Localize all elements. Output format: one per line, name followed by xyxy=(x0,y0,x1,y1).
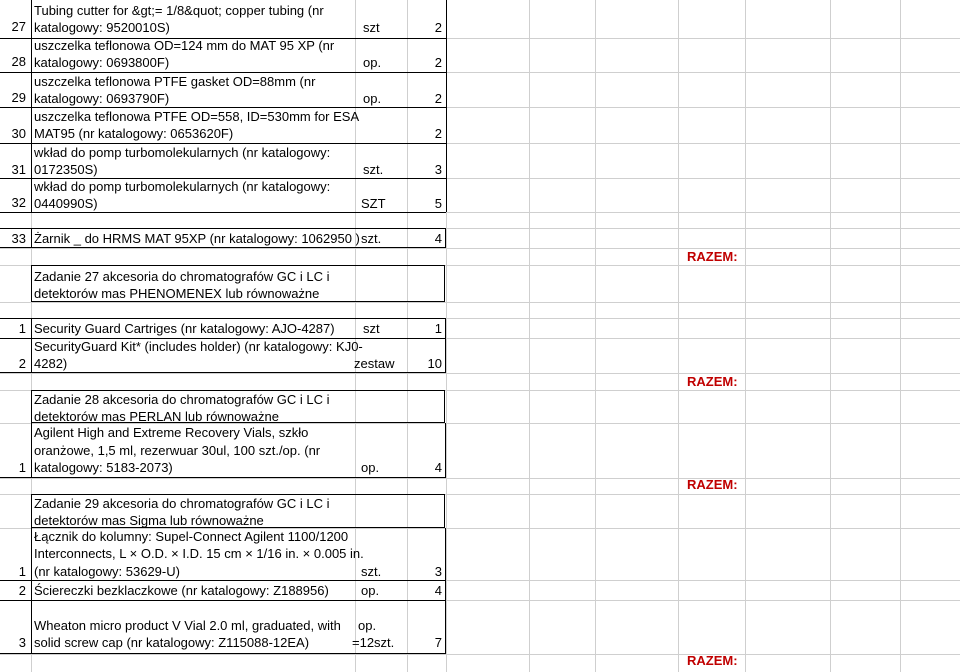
border xyxy=(0,143,446,144)
razem-label: RAZEM: xyxy=(687,249,738,264)
row-number: 2 xyxy=(18,356,26,371)
grid-line xyxy=(529,0,530,672)
border xyxy=(31,423,32,478)
grid-line xyxy=(0,248,960,249)
row-number: 3 xyxy=(18,635,26,650)
item-unit: op. xyxy=(361,460,380,475)
item-unit: SZT xyxy=(361,196,386,211)
grid-line xyxy=(0,302,960,303)
border xyxy=(0,107,446,108)
grid-line xyxy=(745,0,746,672)
razem-label: RAZEM: xyxy=(687,477,738,492)
item-unit: szt xyxy=(363,321,380,336)
item-name: Ściereczki bezklaczkowe (nr katalogowy: Z188956) xyxy=(34,583,329,598)
item-name: Wheaton micro product V Vial 2.0 ml, graduated, with xyxy=(34,618,341,633)
row-number: 31 xyxy=(11,162,26,177)
row-number: 1 xyxy=(18,460,26,475)
section-title: detektorów mas PHENOMENEX lub równoważne xyxy=(34,286,320,301)
item-qty: 3 xyxy=(434,162,442,177)
item-unit: szt. xyxy=(361,564,382,579)
item-name: Security Guard Cartriges (nr katalogowy: AJO-4287) xyxy=(34,321,335,336)
grid-line xyxy=(678,0,679,672)
row-number: 32 xyxy=(11,195,26,210)
item-name: 0440990S) xyxy=(34,196,98,211)
item-qty: 4 xyxy=(434,231,442,246)
item-qty: 4 xyxy=(434,583,442,598)
item-qty: 2 xyxy=(434,126,442,141)
item-qty: 2 xyxy=(434,55,442,70)
item-name: Agilent High and Extreme Recovery Vials, szkło xyxy=(34,425,309,440)
item-unit: op. xyxy=(358,618,377,633)
item-qty: 10 xyxy=(427,356,442,371)
row-number: 1 xyxy=(18,321,26,336)
item-unit: szt xyxy=(363,20,380,35)
item-name: uszczelka teflonowa PTFE gasket OD=88mm (nr xyxy=(34,74,316,89)
section-title: Zadanie 27 akcesoria do chromatografów GC i LC i xyxy=(34,269,330,284)
section-header-29 xyxy=(31,494,445,528)
border xyxy=(0,72,446,73)
border xyxy=(31,228,32,248)
item-name: MAT95 (nr katalogowy: 0653620F) xyxy=(34,126,234,141)
border xyxy=(31,528,32,654)
section-title: Zadanie 28 akcesoria do chromatografów GC i LC i xyxy=(34,392,330,407)
item-name: (nr katalogowy: 53629-U) xyxy=(34,564,180,579)
section-header-28 xyxy=(31,390,445,423)
item-name: uszczelka teflonowa PTFE OD=558, ID=530mm for ESA xyxy=(34,109,360,124)
section-header-27 xyxy=(31,265,445,302)
border xyxy=(0,600,446,601)
item-unit: szt. xyxy=(361,231,382,246)
item-name: katalogowy: 0693800F) xyxy=(34,55,170,70)
border xyxy=(31,0,32,212)
grid-line xyxy=(900,0,901,672)
item-name: katalogowy: 5183-2073) xyxy=(34,460,173,475)
row-number: 30 xyxy=(11,126,26,141)
section-title: detektorów mas Sigma lub równoważne xyxy=(34,513,264,528)
razem-label: RAZEM: xyxy=(687,374,738,389)
item-name: wkład do pomp turbomolekularnych (nr katalogowy: xyxy=(34,145,331,160)
item-unit: op. xyxy=(363,55,382,70)
item-qty: 2 xyxy=(434,91,442,106)
border xyxy=(31,318,32,373)
item-name: katalogowy: 0693790F) xyxy=(34,91,170,106)
item-name: wkład do pomp turbomolekularnych (nr katalogowy: xyxy=(34,179,331,194)
grid-line xyxy=(830,0,831,672)
item-name: Tubing cutter for &gt;= 1/8&quot; copper tubing (nr xyxy=(34,3,324,18)
item-qty: 2 xyxy=(434,20,442,35)
item-name: oranżowe, 1,5 ml, rezerwuar 30ul, 100 szt./op. (nr xyxy=(34,443,321,458)
item-name: katalogowy: 9520010S) xyxy=(34,20,170,35)
item-qty: 5 xyxy=(434,196,442,211)
item-unit: szt. xyxy=(363,162,384,177)
item-name: uszczelka teflonowa OD=124 mm do MAT 95 XP (nr xyxy=(34,38,335,53)
row-number: 27 xyxy=(11,19,26,34)
item-name: SecurityGuard Kit* (includes holder) (nr katalogowy: KJ0- xyxy=(34,339,363,354)
item-name: solid screw cap (nr katalogowy: Z115088-12EA) xyxy=(34,635,310,650)
grid-line xyxy=(0,654,960,655)
row-number: 1 xyxy=(18,564,26,579)
row-number: 28 xyxy=(11,54,26,69)
row-number: 2 xyxy=(18,583,26,598)
item-qty: 4 xyxy=(434,460,442,475)
item-qty: 1 xyxy=(434,321,442,336)
item-qty: 7 xyxy=(434,635,442,650)
item-name: Żarnik _ do HRMS MAT 95XP (nr katalogowy: 1062950 ) xyxy=(34,231,360,246)
grid-line xyxy=(0,478,960,479)
item-unit: op. xyxy=(363,91,382,106)
row-number: 33 xyxy=(11,231,26,246)
border xyxy=(0,212,446,213)
grid-line xyxy=(0,373,960,374)
item-name: Łącznik do kolumny: Supel-Connect Agilent 1100/1200 xyxy=(34,529,349,544)
item-name: Interconnects, L × O.D. × I.D. 15 cm × 1/16 in. × 0.005 in. xyxy=(34,546,364,561)
item-qty: 3 xyxy=(434,564,442,579)
item-name: 0172350S) xyxy=(34,162,98,177)
section-title: Zadanie 29 akcesoria do chromatografów GC i LC i xyxy=(34,496,330,511)
row-number: 29 xyxy=(11,90,26,105)
section-title: detektorów mas PERLAN lub równoważne xyxy=(34,409,279,424)
item-name: 4282) xyxy=(34,356,68,371)
grid-line xyxy=(595,0,596,672)
item-unit: =12szt. xyxy=(352,635,395,650)
item-unit: zestaw xyxy=(354,356,395,371)
razem-label: RAZEM: xyxy=(687,653,738,668)
item-unit: op. xyxy=(361,583,380,598)
border xyxy=(0,580,446,581)
